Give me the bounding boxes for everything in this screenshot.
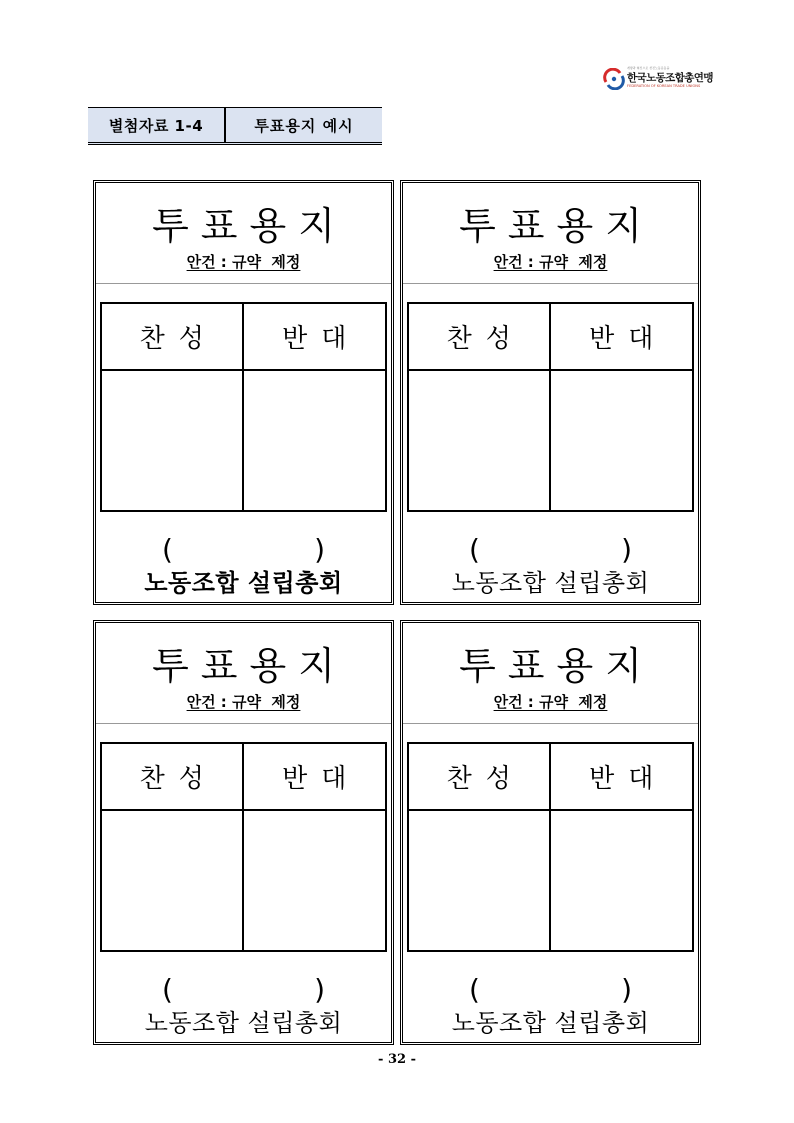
union-name-blank	[403, 972, 698, 1008]
union-name-blank	[403, 532, 698, 568]
ballot-title: 투표용지	[459, 644, 654, 688]
federation-logo	[603, 66, 713, 92]
ballot-card	[400, 620, 701, 1045]
vote-no-box[interactable]	[244, 811, 386, 950]
ballot-divider	[96, 723, 391, 724]
ballot-title: 투표용지	[152, 644, 347, 688]
ballot-agenda-text: 안건 : 규약 제정	[186, 693, 301, 711]
paren-open: (	[162, 973, 173, 1006]
vote-table	[100, 742, 387, 952]
ballot-agenda-text: 안건 : 규약 제정	[493, 253, 608, 271]
paren-close: )	[314, 533, 325, 566]
ballot-title: 투표용지	[152, 204, 347, 248]
paren-open: (	[469, 973, 480, 1006]
vote-yes-header: 찬성	[409, 744, 551, 811]
logo-english-name: FEDERATION OF KOREAN TRADE UNIONS	[627, 84, 701, 88]
ballot-card	[93, 620, 394, 1045]
ballot-meeting: 노동조합 설립총회	[451, 1009, 650, 1037]
ballot-title: 투표용지	[459, 204, 654, 248]
vote-yes-box[interactable]	[409, 811, 551, 950]
logo-tagline: 개방과 혁신으로 선진노동운동을	[627, 66, 670, 70]
paren-open: (	[469, 533, 480, 566]
federation-emblem-icon	[603, 68, 625, 90]
ballot-agenda	[96, 685, 391, 723]
logo-name: 한국노동조합총연맹	[627, 72, 713, 84]
vote-table	[407, 302, 694, 512]
paren-close: )	[621, 533, 632, 566]
ballot-agenda-text: 안건 : 규약 제정	[493, 693, 608, 711]
union-name-blank	[96, 972, 391, 1008]
vote-no-header: 반대	[244, 304, 386, 371]
vote-yes-box[interactable]	[102, 371, 244, 510]
appendix-label: 별첨자료 1-4	[88, 108, 226, 142]
vote-yes-header: 찬성	[102, 744, 244, 811]
vote-yes-box[interactable]	[409, 371, 551, 510]
union-name-blank	[96, 532, 391, 568]
ballot-meeting: 노동조합 설립총회	[144, 1009, 343, 1037]
vote-table	[100, 302, 387, 512]
vote-no-header: 반대	[551, 304, 693, 371]
appendix-title: 투표용지 예시	[254, 116, 354, 135]
ballot-agenda	[403, 245, 698, 283]
vote-no-box[interactable]	[551, 371, 693, 510]
vote-no-header: 반대	[551, 744, 693, 811]
vote-no-header: 반대	[244, 744, 386, 811]
vote-no-box[interactable]	[551, 811, 693, 950]
ballot-card	[400, 180, 701, 605]
vote-table	[407, 742, 694, 952]
ballot-divider	[403, 283, 698, 284]
ballot-divider	[96, 283, 391, 284]
appendix-header	[88, 107, 382, 145]
ballot-card	[93, 180, 394, 605]
paren-open: (	[162, 533, 173, 566]
vote-no-box[interactable]	[244, 371, 386, 510]
ballot-meeting: 노동조합 설립총회	[451, 569, 650, 597]
vote-yes-header: 찬성	[102, 304, 244, 371]
ballot-divider	[403, 723, 698, 724]
ballot-agenda	[403, 685, 698, 723]
ballot-agenda-text: 안건 : 규약 제정	[186, 253, 301, 271]
paren-close: )	[621, 973, 632, 1006]
page-number: - 32 -	[378, 1052, 416, 1067]
vote-yes-box[interactable]	[102, 811, 244, 950]
ballot-agenda	[96, 245, 391, 283]
paren-close: )	[314, 973, 325, 1006]
ballot-meeting: 노동조합 설립총회	[144, 569, 343, 597]
vote-yes-header: 찬성	[409, 304, 551, 371]
